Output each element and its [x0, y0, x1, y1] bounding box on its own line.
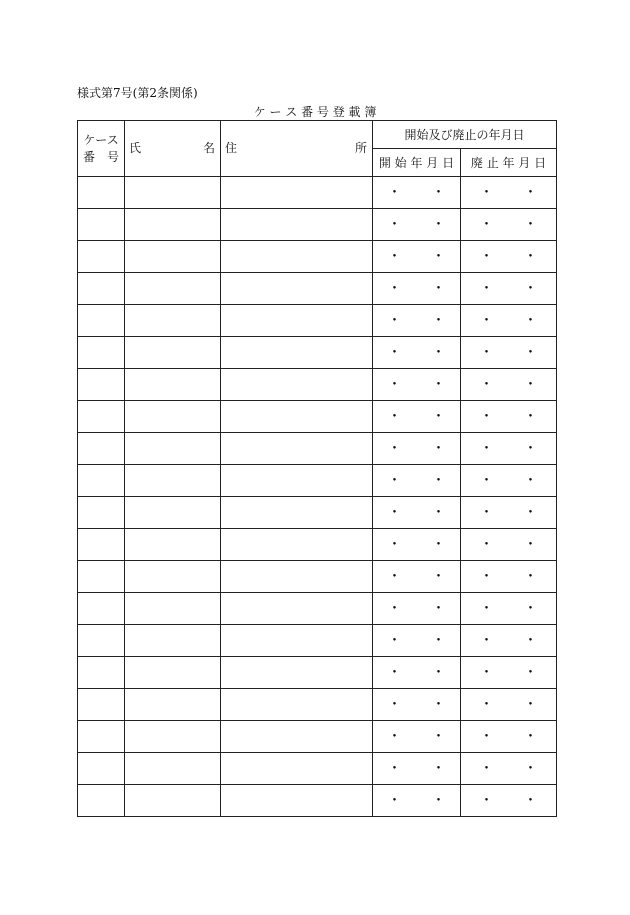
end-date-cell: [461, 657, 557, 689]
name-cell: [125, 433, 221, 465]
start-date-cell: [373, 561, 461, 593]
date-separator-dot: ・: [387, 600, 402, 617]
date-separator-dot: ・: [431, 216, 446, 233]
name-cell: [125, 657, 221, 689]
start-date-cell: [373, 465, 461, 497]
start-date-cell: [373, 305, 461, 337]
header-name-left: 氏: [129, 141, 142, 155]
start-date-cell: [373, 785, 461, 817]
table-row: [78, 593, 557, 625]
date-separators: [373, 730, 460, 744]
date-separators: [461, 602, 556, 616]
date-separator-dot: ・: [387, 568, 402, 585]
start-date-cell: [373, 529, 461, 561]
register-rows: [78, 177, 557, 817]
start-date-cell: [373, 625, 461, 657]
date-separator-dot: ・: [387, 216, 402, 233]
case-number-cell: [78, 177, 125, 209]
end-date-cell: [461, 337, 557, 369]
date-separators: [373, 538, 460, 552]
date-separators: [373, 698, 460, 712]
header-end-date: 廃 止 年 月 日: [461, 149, 557, 177]
case-number-cell: [78, 593, 125, 625]
case-number-cell: [78, 305, 125, 337]
date-separator-dot: ・: [387, 248, 402, 265]
date-separator-dot: ・: [479, 632, 494, 649]
date-separators: [461, 634, 556, 648]
start-date-cell: [373, 241, 461, 273]
address-cell: [221, 529, 373, 561]
date-separator-dot: ・: [479, 600, 494, 617]
date-separator-dot: ・: [387, 184, 402, 201]
form-number-label: 様式第7号(第2条関係): [77, 86, 198, 100]
date-separator-dot: ・: [387, 376, 402, 393]
address-cell: [221, 209, 373, 241]
date-separators: [461, 218, 556, 232]
date-separator-dot: ・: [479, 664, 494, 681]
case-number-cell: [78, 401, 125, 433]
name-cell: [125, 305, 221, 337]
header-address-left: 住: [225, 141, 238, 155]
date-separators: [461, 346, 556, 360]
date-separator-dot: ・: [431, 792, 446, 809]
date-separator-dot: ・: [523, 376, 538, 393]
table-row: [78, 177, 557, 209]
address-cell: [221, 273, 373, 305]
case-number-register-table: [77, 120, 557, 817]
start-date-cell: [373, 177, 461, 209]
date-separators: [373, 378, 460, 392]
name-cell: [125, 369, 221, 401]
header-start-date: 開 始 年 月 日: [373, 149, 461, 177]
date-separator-dot: ・: [387, 696, 402, 713]
date-separator-dot: ・: [431, 600, 446, 617]
name-cell: [125, 401, 221, 433]
date-separator-dot: ・: [479, 760, 494, 777]
date-separator-dot: ・: [479, 696, 494, 713]
date-separator-dot: ・: [523, 440, 538, 457]
table-row: [78, 689, 557, 721]
date-separator-dot: ・: [523, 696, 538, 713]
date-separators: [461, 410, 556, 424]
date-separator-dot: ・: [431, 280, 446, 297]
date-separator-dot: ・: [523, 344, 538, 361]
header-address: [221, 121, 373, 177]
table-row: [78, 497, 557, 529]
end-date-cell: [461, 625, 557, 657]
start-date-cell: [373, 497, 461, 529]
end-date-cell: [461, 305, 557, 337]
date-separators: [461, 250, 556, 264]
start-date-cell: [373, 433, 461, 465]
date-separator-dot: ・: [387, 440, 402, 457]
header-case-number-line1: ケース: [83, 132, 119, 147]
table-row: [78, 529, 557, 561]
case-number-cell: [78, 625, 125, 657]
date-separators: [373, 186, 460, 200]
date-separators: [373, 634, 460, 648]
name-cell: [125, 209, 221, 241]
date-separators: [373, 602, 460, 616]
date-separator-dot: ・: [523, 568, 538, 585]
name-cell: [125, 177, 221, 209]
name-cell: [125, 721, 221, 753]
address-cell: [221, 753, 373, 785]
date-separator-dot: ・: [523, 248, 538, 265]
table-row: [78, 561, 557, 593]
date-separators: [373, 282, 460, 296]
date-separators: [373, 218, 460, 232]
start-date-cell: [373, 689, 461, 721]
name-cell: [125, 465, 221, 497]
date-separator-dot: ・: [387, 472, 402, 489]
table-row: [78, 273, 557, 305]
case-number-cell: [78, 497, 125, 529]
date-separators: [461, 186, 556, 200]
date-separators: [461, 314, 556, 328]
date-separator-dot: ・: [431, 312, 446, 329]
date-separators: [373, 314, 460, 328]
end-date-cell: [461, 273, 557, 305]
table-row: [78, 209, 557, 241]
date-separators: [373, 442, 460, 456]
date-separator-dot: ・: [387, 408, 402, 425]
date-separator-dot: ・: [479, 792, 494, 809]
table-row: [78, 241, 557, 273]
date-separator-dot: ・: [479, 504, 494, 521]
date-separator-dot: ・: [387, 536, 402, 553]
end-date-cell: [461, 689, 557, 721]
date-separators: [461, 730, 556, 744]
date-separator-dot: ・: [523, 632, 538, 649]
address-cell: [221, 305, 373, 337]
address-cell: [221, 657, 373, 689]
address-cell: [221, 721, 373, 753]
table-row: [78, 721, 557, 753]
address-cell: [221, 785, 373, 817]
date-separators: [461, 506, 556, 520]
date-separator-dot: ・: [431, 472, 446, 489]
case-number-cell: [78, 753, 125, 785]
date-separator-dot: ・: [479, 216, 494, 233]
date-separator-dot: ・: [387, 632, 402, 649]
date-separator-dot: ・: [523, 536, 538, 553]
date-separator-dot: ・: [387, 280, 402, 297]
case-number-cell: [78, 721, 125, 753]
date-separators: [373, 250, 460, 264]
date-separator-dot: ・: [479, 312, 494, 329]
end-date-cell: [461, 785, 557, 817]
date-separator-dot: ・: [523, 408, 538, 425]
date-separator-dot: ・: [479, 728, 494, 745]
date-separator-dot: ・: [431, 568, 446, 585]
table-row: [78, 401, 557, 433]
header-name: [125, 121, 221, 177]
address-cell: [221, 433, 373, 465]
address-cell: [221, 241, 373, 273]
table-row: [78, 625, 557, 657]
address-cell: [221, 689, 373, 721]
date-separator-dot: ・: [431, 344, 446, 361]
date-separators: [373, 666, 460, 680]
date-separators: [461, 570, 556, 584]
name-cell: [125, 273, 221, 305]
date-separators: [461, 698, 556, 712]
case-number-cell: [78, 337, 125, 369]
date-separator-dot: ・: [523, 280, 538, 297]
name-cell: [125, 593, 221, 625]
date-separator-dot: ・: [387, 504, 402, 521]
address-cell: [221, 625, 373, 657]
date-separators: [373, 794, 460, 808]
name-cell: [125, 529, 221, 561]
end-date-cell: [461, 529, 557, 561]
start-date-cell: [373, 273, 461, 305]
date-separator-dot: ・: [523, 472, 538, 489]
start-date-cell: [373, 721, 461, 753]
header-case-number-line2: 番 号: [82, 149, 119, 164]
date-separator-dot: ・: [479, 472, 494, 489]
date-separator-dot: ・: [479, 536, 494, 553]
table-row: [78, 433, 557, 465]
date-separator-dot: ・: [479, 280, 494, 297]
date-separator-dot: ・: [479, 248, 494, 265]
start-date-cell: [373, 401, 461, 433]
date-separator-dot: ・: [387, 312, 402, 329]
table-row: [78, 657, 557, 689]
date-separator-dot: ・: [431, 440, 446, 457]
case-number-cell: [78, 785, 125, 817]
date-separator-dot: ・: [431, 632, 446, 649]
date-separator-dot: ・: [523, 600, 538, 617]
end-date-cell: [461, 241, 557, 273]
case-number-cell: [78, 241, 125, 273]
date-separator-dot: ・: [431, 248, 446, 265]
date-separator-dot: ・: [523, 312, 538, 329]
address-cell: [221, 561, 373, 593]
date-separator-dot: ・: [479, 440, 494, 457]
date-separator-dot: ・: [431, 536, 446, 553]
date-separator-dot: ・: [387, 344, 402, 361]
case-number-cell: [78, 209, 125, 241]
date-separators: [461, 762, 556, 776]
start-date-cell: [373, 209, 461, 241]
table-row: [78, 369, 557, 401]
date-separator-dot: ・: [523, 792, 538, 809]
start-date-cell: [373, 593, 461, 625]
table-row: [78, 337, 557, 369]
date-separator-dot: ・: [523, 760, 538, 777]
date-separator-dot: ・: [523, 184, 538, 201]
address-cell: [221, 177, 373, 209]
end-date-cell: [461, 369, 557, 401]
date-separator-dot: ・: [387, 760, 402, 777]
date-separators: [461, 474, 556, 488]
date-separator-dot: ・: [387, 664, 402, 681]
table-row: [78, 465, 557, 497]
date-separator-dot: ・: [431, 728, 446, 745]
date-separators: [461, 282, 556, 296]
address-cell: [221, 369, 373, 401]
start-date-cell: [373, 753, 461, 785]
date-separator-dot: ・: [523, 504, 538, 521]
name-cell: [125, 785, 221, 817]
header-name-right: 名: [202, 141, 215, 155]
date-separators: [373, 410, 460, 424]
date-separator-dot: ・: [479, 184, 494, 201]
date-separator-dot: ・: [431, 184, 446, 201]
header-address-right: 所: [354, 141, 367, 155]
end-date-cell: [461, 497, 557, 529]
date-separators: [373, 506, 460, 520]
date-separators: [461, 442, 556, 456]
date-separator-dot: ・: [387, 792, 402, 809]
address-cell: [221, 593, 373, 625]
start-date-cell: [373, 369, 461, 401]
date-separator-dot: ・: [431, 376, 446, 393]
end-date-cell: [461, 561, 557, 593]
end-date-cell: [461, 721, 557, 753]
end-date-cell: [461, 401, 557, 433]
address-cell: [221, 465, 373, 497]
date-separator-dot: ・: [523, 728, 538, 745]
address-cell: [221, 337, 373, 369]
case-number-cell: [78, 689, 125, 721]
date-separator-dot: ・: [431, 408, 446, 425]
case-number-cell: [78, 657, 125, 689]
date-separator-dot: ・: [431, 760, 446, 777]
name-cell: [125, 689, 221, 721]
end-date-cell: [461, 433, 557, 465]
address-cell: [221, 401, 373, 433]
date-separator-dot: ・: [431, 664, 446, 681]
header-case-number: [78, 121, 125, 177]
date-separators: [373, 474, 460, 488]
date-separators: [373, 762, 460, 776]
date-separators: [373, 570, 460, 584]
date-separator-dot: ・: [479, 408, 494, 425]
name-cell: [125, 241, 221, 273]
date-separators: [461, 666, 556, 680]
name-cell: [125, 625, 221, 657]
case-number-cell: [78, 465, 125, 497]
date-separators: [461, 378, 556, 392]
case-number-cell: [78, 529, 125, 561]
date-separators: [461, 538, 556, 552]
name-cell: [125, 337, 221, 369]
case-number-cell: [78, 433, 125, 465]
end-date-cell: [461, 465, 557, 497]
name-cell: [125, 753, 221, 785]
date-separator-dot: ・: [479, 568, 494, 585]
start-date-cell: [373, 657, 461, 689]
date-separators: [373, 346, 460, 360]
case-number-cell: [78, 561, 125, 593]
date-separator-dot: ・: [431, 504, 446, 521]
case-number-cell: [78, 273, 125, 305]
document-title: ケ ー ス 番 号 登 載 簿: [253, 105, 377, 119]
date-separator-dot: ・: [523, 664, 538, 681]
date-separator-dot: ・: [479, 376, 494, 393]
end-date-cell: [461, 753, 557, 785]
case-number-cell: [78, 369, 125, 401]
date-separators: [461, 794, 556, 808]
table-row: [78, 305, 557, 337]
end-date-cell: [461, 209, 557, 241]
date-separator-dot: ・: [387, 728, 402, 745]
address-cell: [221, 497, 373, 529]
table-row: [78, 785, 557, 817]
name-cell: [125, 561, 221, 593]
table-row: [78, 753, 557, 785]
name-cell: [125, 497, 221, 529]
header-dates-group: 開始及び廃止の年月日: [373, 121, 557, 149]
date-separator-dot: ・: [523, 216, 538, 233]
end-date-cell: [461, 177, 557, 209]
date-separator-dot: ・: [479, 344, 494, 361]
end-date-cell: [461, 593, 557, 625]
date-separator-dot: ・: [431, 696, 446, 713]
start-date-cell: [373, 337, 461, 369]
